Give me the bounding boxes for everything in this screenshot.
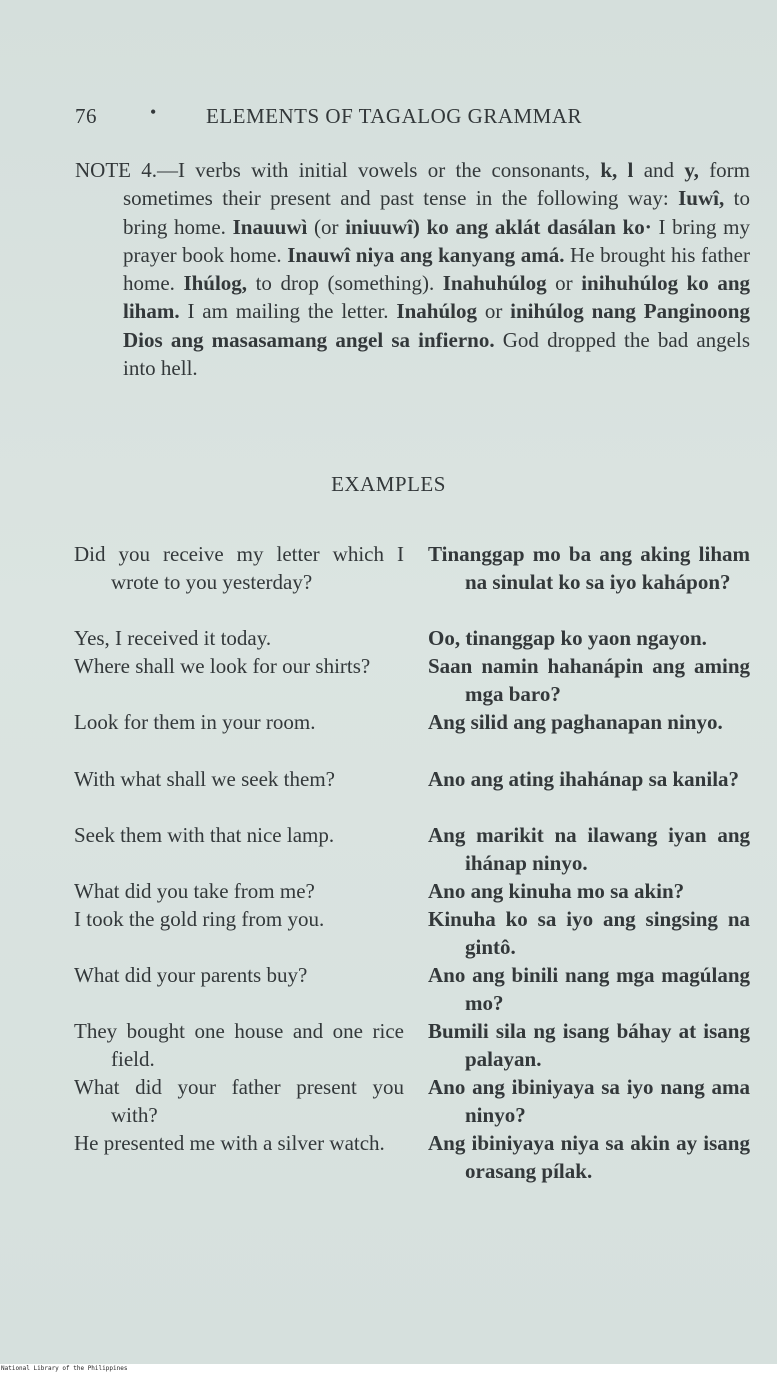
- note-example: ko ang aklát dasálan ko·: [426, 214, 652, 239]
- note-text: I bring my prayer book home.: [123, 214, 751, 267]
- note-term: k, l: [600, 158, 634, 182]
- note-text: form sometimes their present and past tense in the following way:: [123, 158, 751, 211]
- running-title: ELEMENTS OF TAGALOG GRAMMAR: [206, 104, 583, 128]
- english-sentence: They bought one house and one rice field.: [74, 1019, 404, 1071]
- footer-credit: National Library of the Philippines: [1, 1365, 128, 1372]
- note-text: (or: [307, 214, 346, 239]
- note-text: and: [633, 158, 685, 182]
- english-sentence: He presented me with a silver watch.: [74, 1131, 385, 1155]
- note-text: [420, 215, 427, 239]
- tagalog-sentence: Bumili sila ng isang báhay at isang palayan.: [428, 1019, 750, 1071]
- english-sentence: I took the gold ring from you.: [74, 907, 325, 931]
- tagalog-sentence: Ano ang ibiniyaya sa iyo nang ama ninyo?: [428, 1075, 750, 1127]
- note-term: Inahuhúlog: [442, 271, 547, 296]
- tagalog-sentence: Ang ibiniyaya niya sa akin ay isang orasang pílak.: [428, 1131, 750, 1183]
- tagalog-sentence: Ano ang ating ihahánap sa kanila?: [428, 767, 740, 791]
- tagalog-sentence: Ang silid ang paghanapan ninyo.: [428, 710, 723, 734]
- note-text: to bring home.: [123, 186, 750, 239]
- english-sentence: What did you take from me?: [74, 879, 315, 903]
- note-example: Inauwî niya ang kanyang amá.: [287, 242, 565, 267]
- english-sentence: What did your father present you with?: [74, 1075, 404, 1127]
- page-number: 76: [75, 104, 97, 128]
- note-term: iniuuwî): [345, 214, 420, 239]
- note-text: or: [476, 299, 511, 324]
- note-text: He brought his father home.: [123, 242, 750, 296]
- note-term: y,: [684, 158, 699, 182]
- english-sentence: Seek them with that nice lamp.: [74, 823, 335, 847]
- note-text: verbs with initial vowels or the consonants,: [185, 158, 601, 182]
- examples-heading: EXAMPLES: [331, 472, 446, 496]
- tagalog-sentence: Ano ang binili nang mga magúlang mo?: [428, 963, 750, 1015]
- english-sentence: Did you receive my letter which I wrote to you yesterday?: [74, 542, 404, 594]
- page-header: [75, 104, 715, 132]
- note-text: I am mailing the letter.: [179, 299, 397, 324]
- tagalog-sentence: Tinanggap mo ba ang aking liham na sinulat ko sa iyo kahápon?: [428, 542, 750, 594]
- english-sentence: Yes, I received it today.: [74, 626, 272, 650]
- tagalog-sentence: Oo, tinanggap ko yaon ngayon.: [428, 626, 707, 650]
- note-term: Iuwî,: [678, 186, 725, 211]
- english-sentence: Where shall we look for our shirts?: [74, 654, 371, 678]
- tagalog-sentence: Kinuha ko sa iyo ang singsing na gintô.: [428, 907, 750, 959]
- note-text: God dropped the bad angels into hell.: [123, 327, 751, 381]
- note-label: NOTE 4.—I: [75, 158, 186, 182]
- note-term: Inauuwì: [232, 214, 308, 239]
- note-4-paragraph: [75, 156, 750, 382]
- english-sentence: What did your parents buy?: [74, 963, 308, 987]
- english-sentence: With what shall we seek them?: [74, 767, 335, 791]
- note-text: to drop (something).: [247, 271, 443, 296]
- tagalog-sentence: Ang marikit na ilawang iyan ang ihánap ninyo.: [428, 823, 750, 875]
- header-separator: •: [150, 102, 157, 122]
- tagalog-sentence: Saan namin hahanápin ang aming mga baro?: [428, 654, 750, 706]
- note-term: Ihúlog,: [183, 271, 248, 296]
- note-term: Inahúlog: [396, 299, 477, 324]
- note-text: or: [546, 271, 582, 296]
- note-example: inihúlog nang Panginoong Dios ang masasamang angel sa infierno.: [123, 299, 750, 352]
- tagalog-sentence: Ano ang kinuha mo sa akin?: [428, 879, 685, 903]
- note-example: inihuhúlog ko ang liham.: [123, 271, 750, 324]
- english-sentence: Look for them in your room.: [74, 710, 316, 734]
